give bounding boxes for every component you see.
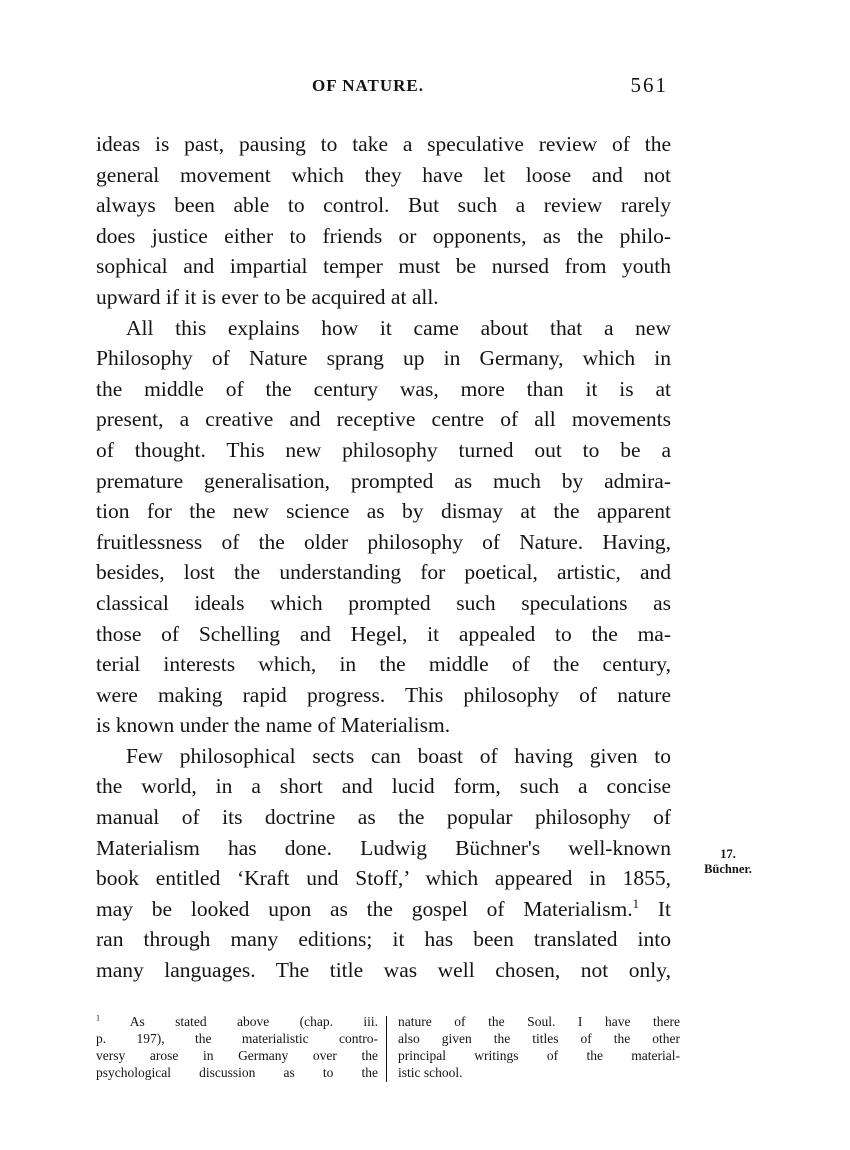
footnote-divider (386, 1016, 387, 1082)
text-line: classical ideals which prompted such speculations as (96, 590, 671, 615)
text-line: besides, lost the understanding for poetical, artistic, and (96, 560, 671, 585)
text-line: those of Schelling and Hegel, it appealed to the ma- (96, 621, 671, 646)
footnote (96, 1013, 686, 1085)
text-line: sophical and impartial temper must be nursed from youth (96, 254, 671, 279)
footnote-line: istic school. (398, 1065, 463, 1080)
text-line: general movement which they have let loose and not (96, 162, 671, 187)
text-line-with-footnote-ref (96, 894, 671, 925)
text-line: All this explains how it came about that a new (126, 315, 671, 340)
footnote-ref: 1 (632, 896, 640, 911)
footnote-column-left (96, 1013, 378, 1081)
text-line: is known under the name of Materialism. (96, 713, 451, 738)
text-line: present, a creative and receptive centre of all movements (96, 407, 671, 432)
text-line: Philosophy of Nature sprang up in Germany, which in (96, 346, 671, 371)
text-line: always been able to control. But such a review rarely (96, 193, 671, 218)
text-line: fruitlessness of the older philosophy of Nature. Having, (96, 529, 671, 554)
text-segment: It (639, 896, 671, 921)
margin-note-number: 17. (720, 847, 736, 861)
text-segment: may be looked upon as the gospel of Materialism. (96, 896, 633, 921)
text-line: Few philosophical sects can boast of having given to (126, 743, 671, 768)
footnote-line: versy arose in Germany over the (96, 1048, 378, 1063)
footnote-line: principal writings of the material- (398, 1048, 680, 1063)
footnote-text: As stated above (chap. iii. (100, 1014, 378, 1029)
text-line: many languages. The title was well chosen, not only, (96, 958, 671, 983)
text-line: manual of its doctrine as the popular philosophy of (96, 805, 671, 830)
text-line: Materialism has done. Ludwig Büchner's well-known (96, 835, 671, 860)
text-line: tion for the new science as by dismay at the apparent (96, 499, 671, 524)
text-line: premature generalisation, prompted as much by admira- (96, 468, 671, 493)
text-line: ideas is past, pausing to take a speculative review of the (96, 132, 671, 156)
footnote-column-right (398, 1013, 680, 1081)
text-line: does justice either to friends or opponents, as the philo- (96, 223, 671, 248)
text-line: the middle of the century was, more than it is at (96, 376, 671, 401)
text-line: the world, in a short and lucid form, such a concise (96, 774, 671, 799)
text-line: ran through many editions; it has been translated into (96, 927, 671, 952)
footnote-line: also given the titles of the other (398, 1031, 680, 1046)
page-number: 561 (630, 73, 668, 97)
body-text (96, 129, 671, 986)
margin-note-label: Büchner. (704, 862, 752, 876)
page-header (96, 73, 674, 104)
text-line: upward if it is ever to be acquired at all. (96, 284, 439, 309)
text-line: terial interests which, in the middle of the century, (96, 652, 671, 677)
text-line: book entitled ‘Kraft und Stoff,’ which appeared in 1855, (96, 866, 671, 891)
text-line: of thought. This new philosophy turned out to be a (96, 437, 671, 462)
margin-note (688, 847, 768, 877)
running-head: OF NATURE. (312, 76, 424, 95)
footnote-line: psychological discussion as to the (96, 1065, 378, 1080)
footnote-line: p. 197), the materialistic contro- (96, 1031, 378, 1046)
footnote-line: nature of the Soul. I have there (398, 1014, 680, 1029)
text-line: were making rapid progress. This philosophy of nature (96, 682, 671, 707)
footnote-marker: 1 (96, 1013, 101, 1023)
footnote-line (96, 1013, 378, 1030)
